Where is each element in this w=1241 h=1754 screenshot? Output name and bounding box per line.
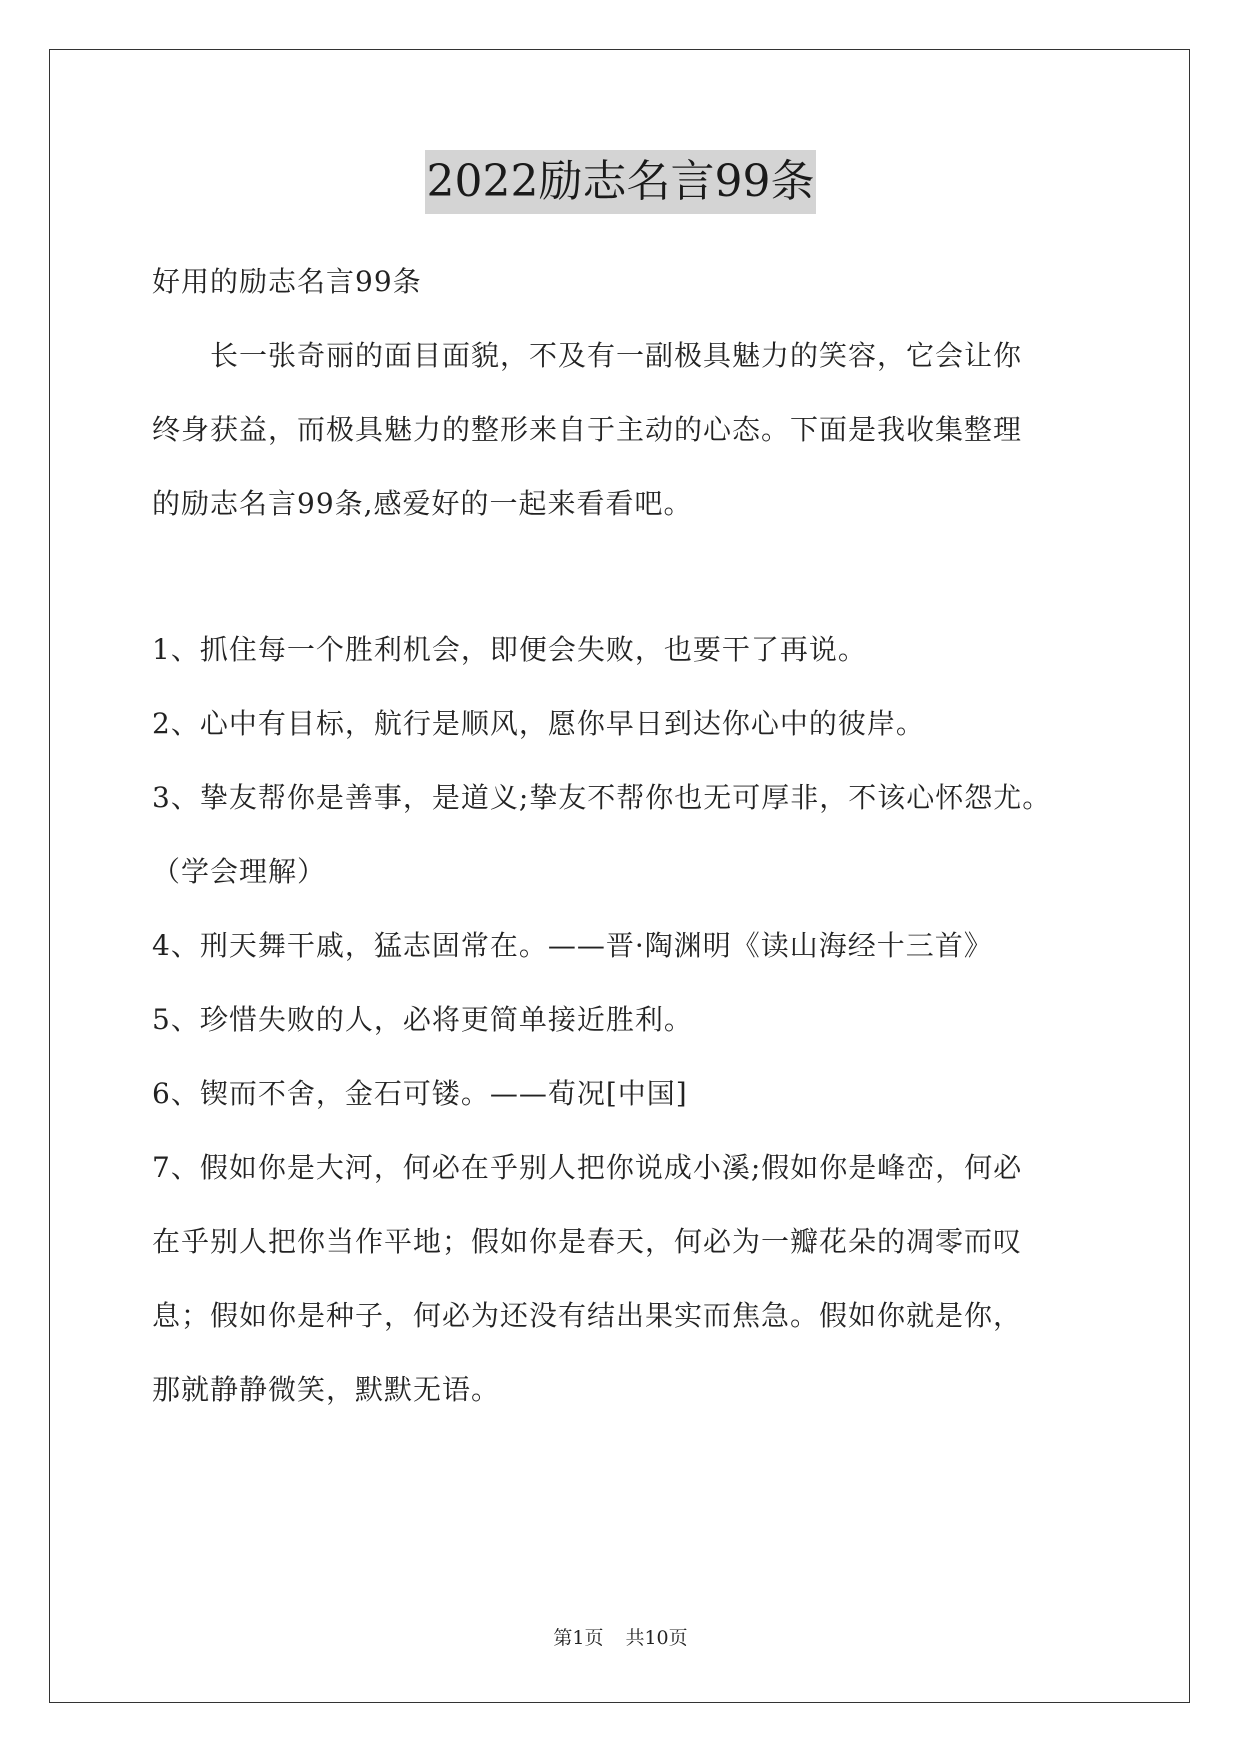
quote-3: 3、挚友帮你是善事，是道义;挚友不帮你也无可厚非，不该心怀怨尤。	[152, 781, 1052, 814]
page-number: 第1页	[553, 1627, 604, 1649]
quote-2: 2、心中有目标，航行是顺风，愿你早日到达你心中的彼岸。	[152, 707, 925, 740]
document-title: 2022励志名言99条	[425, 150, 817, 214]
title-wrap	[0, 150, 1241, 214]
quote-4: 4、刑天舞干戚，猛志固常在。——晋·陶渊明《读山海经十三首》	[152, 929, 993, 962]
quote-7-cont-3: 那就静静微笑，默默无语。	[152, 1373, 501, 1406]
quote-1: 1、抓住每一个胜利机会，即便会失败，也要干了再说。	[152, 633, 867, 666]
quote-7-cont-2: 息；假如你是种子，何必为还没有结出果实而焦急。假如你就是你，	[152, 1299, 1023, 1332]
intro-line-2: 终身获益，而极具魅力的整形来自于主动的心态。下面是我收集整理	[152, 413, 1023, 446]
quote-7: 7、假如你是大河，何必在乎别人把你说成小溪;假如你是峰峦，何必	[152, 1151, 1023, 1184]
quote-5: 5、珍惜失败的人，必将更简单接近胜利。	[152, 1003, 693, 1036]
page-total: 共10页	[625, 1627, 688, 1649]
intro-line-1: 长一张奇丽的面目面貌，不及有一副极具魅力的笑容，它会让你	[152, 339, 1023, 372]
quote-3-cont: （学会理解）	[152, 855, 327, 888]
quote-7-cont-1: 在乎别人把你当作平地；假如你是春天，何必为一瓣花朵的凋零而叹	[152, 1225, 1023, 1258]
document-body	[152, 262, 1092, 1410]
page-footer	[0, 1626, 1241, 1650]
quote-6: 6、锲而不舍，金石可镂。——荀况[中国]	[152, 1077, 688, 1110]
subtitle-line: 好用的励志名言99条	[152, 265, 422, 298]
intro-line-3: 的励志名言99条,感爱好的一起来看看吧。	[152, 487, 693, 520]
